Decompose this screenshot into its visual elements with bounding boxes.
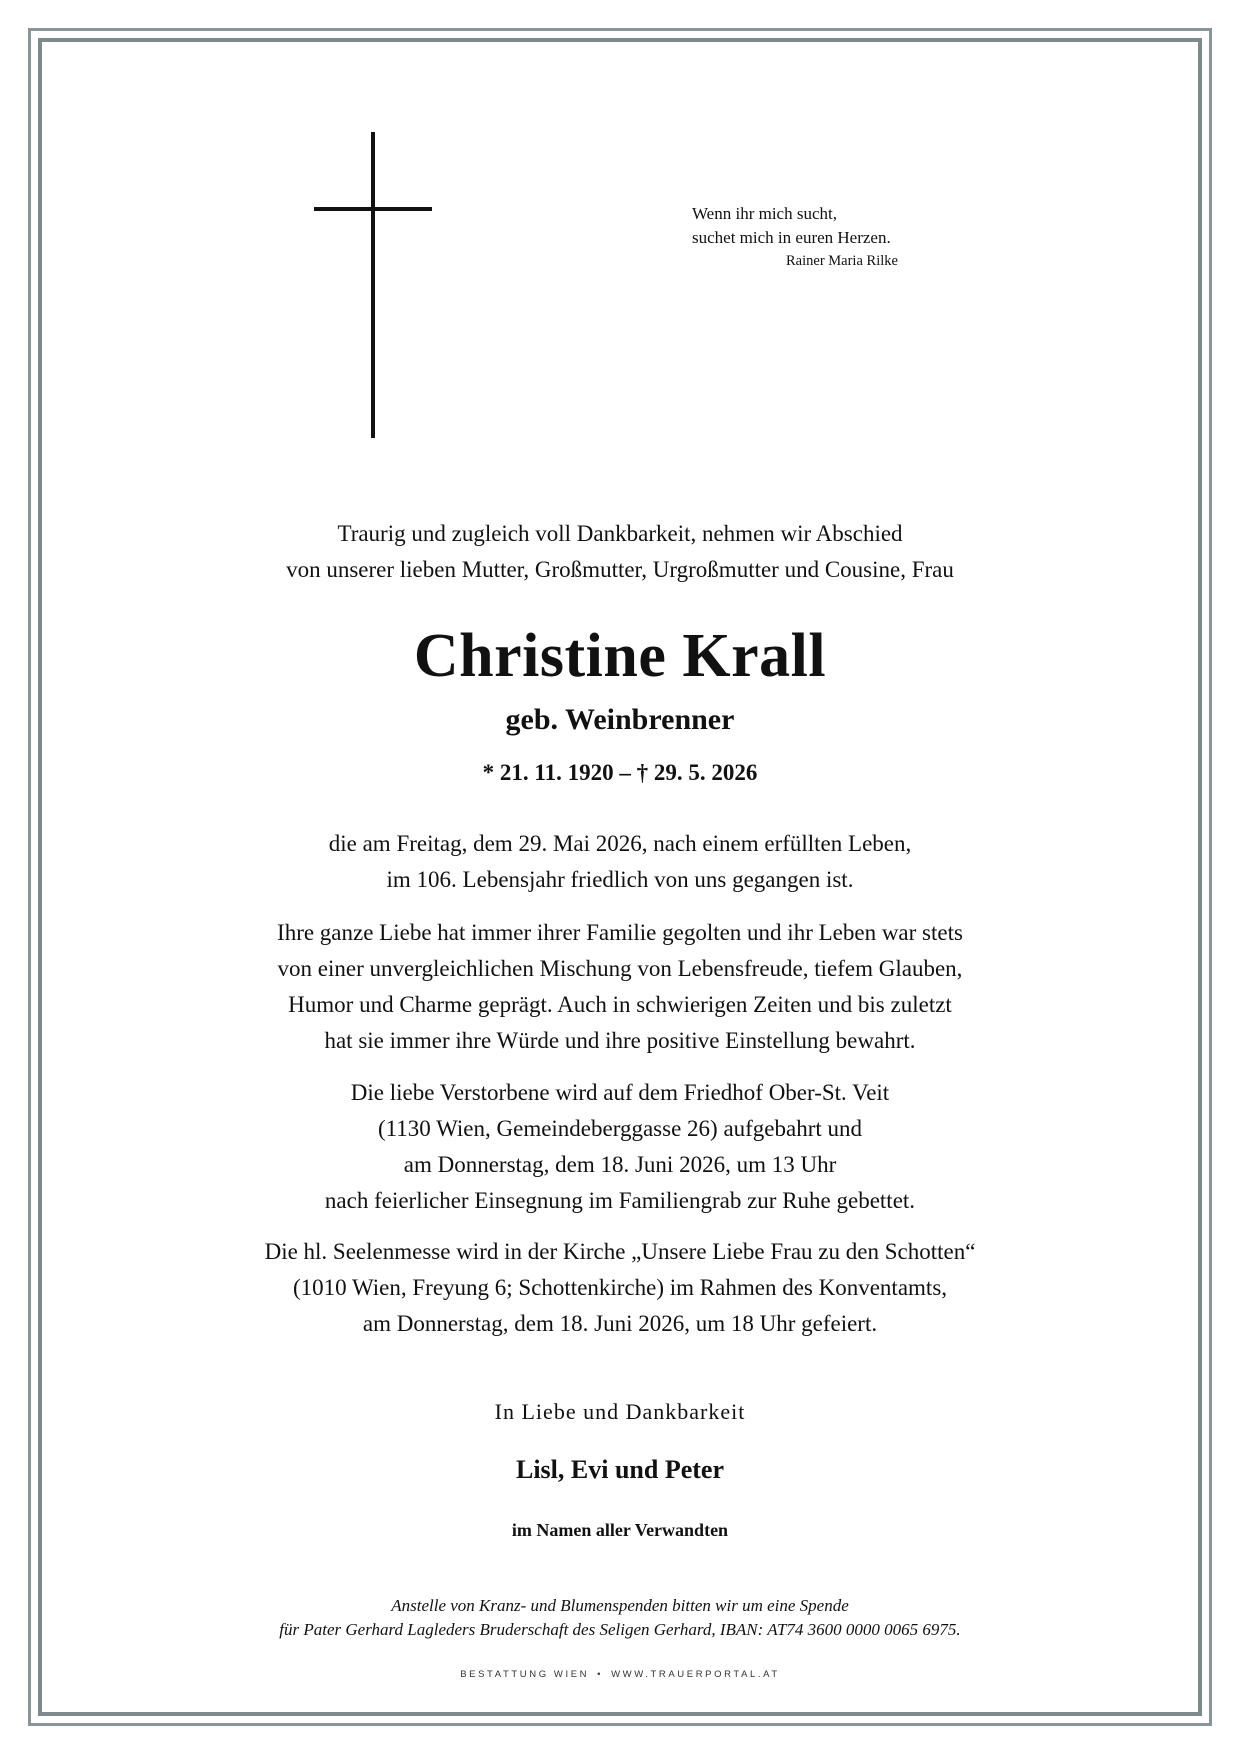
text-line: (1010 Wien, Freyung 6; Schottenkirche) im Rahmen des Konventamts, — [292, 1275, 948, 1300]
text-line: nach feierlicher Einsegnung im Familiengrab zur Ruhe gebettet. — [324, 1188, 916, 1213]
maiden-name: geb. Weinbrenner — [505, 703, 735, 736]
text-line: hat sie immer ihre Würde und ihre positive Einstellung bewahrt. — [324, 1028, 916, 1053]
tribute-paragraph — [0, 915, 1240, 1059]
quote-line-2: suchet mich in euren Herzen. — [692, 228, 891, 247]
donation-line: für Pater Gerhard Lagleders Bruderschaft des Seligen Gerhard, IBAN: AT74 3600 0000 0065 6975. — [279, 1620, 961, 1639]
burial-paragraph — [0, 1075, 1240, 1219]
text-line: die am Freitag, dem 29. Mai 2026, nach einem erfüllten Leben, — [328, 831, 912, 856]
text-line: Humor und Charme geprägt. Auch in schwierigen Zeiten und bis zuletzt — [288, 992, 952, 1017]
footer-company: BESTATTUNG WIEN — [460, 1669, 590, 1680]
passing-paragraph — [0, 826, 1240, 898]
text-line: im 106. Lebensjahr friedlich von uns gegangen ist. — [386, 867, 854, 892]
on-behalf-text: im Namen aller Verwandten — [511, 1520, 729, 1540]
quote-author: Rainer Maria Rilke — [786, 253, 898, 269]
cross-icon — [314, 132, 432, 438]
cross-vertical-bar — [371, 132, 375, 438]
donation-note — [0, 1594, 1240, 1642]
text-line: von einer unvergleichlichen Mischung von Lebensfreude, tiefem Glauben, — [277, 956, 963, 981]
intro-line: von unserer lieben Mutter, Großmutter, Urgroßmutter und Cousine, Frau — [286, 557, 954, 582]
mass-paragraph — [0, 1234, 1240, 1342]
rilke-quote — [692, 202, 952, 272]
text-line: (1130 Wien, Gemeindeberggasse 26) aufgebahrt und — [377, 1116, 863, 1141]
donation-line: Anstelle von Kranz- und Blumenspenden bitten wir um eine Spende — [391, 1596, 849, 1615]
mourner-names: Lisl, Evi und Peter — [515, 1455, 724, 1484]
footer-website-link[interactable]: WWW.TRAUERPORTAL.AT — [611, 1669, 780, 1680]
text-line: Die liebe Verstorbene wird auf dem Friedhof Ober-St. Veit — [350, 1080, 890, 1105]
footer — [0, 1668, 1240, 1682]
cross-horizontal-bar — [314, 207, 432, 211]
text-line: am Donnerstag, dem 18. Juni 2026, um 18 Uhr gefeiert. — [362, 1311, 878, 1336]
life-dates: * 21. 11. 1920 – † 29. 5. 2026 — [482, 760, 758, 785]
intro-line: Traurig und zugleich voll Dankbarkeit, nehmen wir Abschied — [337, 521, 903, 546]
closing-text: In Liebe und Dankbarkeit — [494, 1399, 746, 1424]
quote-line-1: Wenn ihr mich sucht, — [692, 204, 837, 223]
deceased-name: Christine Krall — [413, 622, 827, 690]
text-line: Ihre ganze Liebe hat immer ihrer Familie gegolten und ihr Leben war stets — [277, 920, 963, 945]
text-line: am Donnerstag, dem 18. Juni 2026, um 13 Uhr — [403, 1152, 837, 1177]
text-line: Die hl. Seelenmesse wird in der Kirche „Unsere Liebe Frau zu den Schotten“ — [264, 1239, 976, 1264]
intro-text — [0, 516, 1240, 588]
footer-separator: • — [597, 1669, 604, 1680]
